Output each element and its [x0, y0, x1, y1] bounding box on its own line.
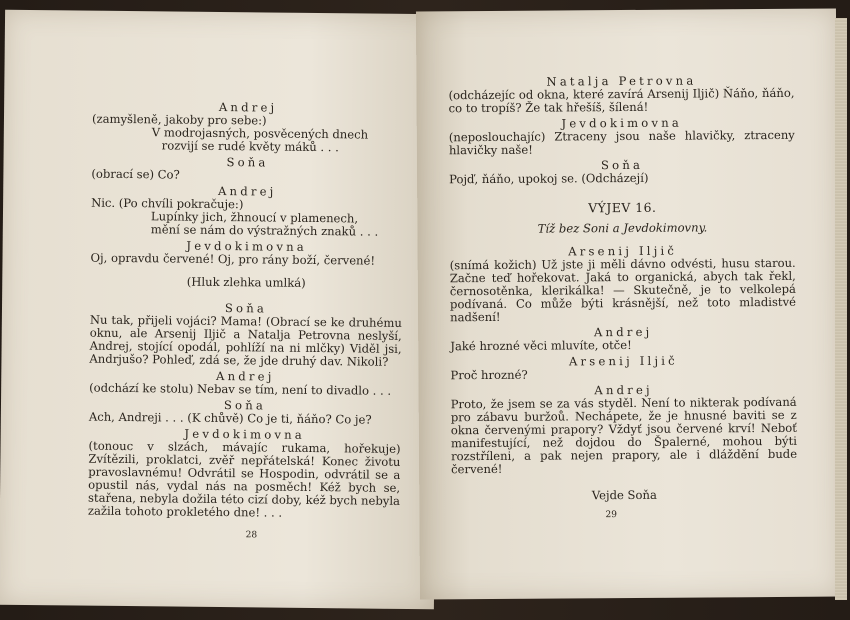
speaker-name: Soňa: [224, 301, 268, 316]
speaker-name: Soňa: [226, 155, 269, 170]
scene-heading: VÝJEV 16.: [588, 199, 657, 216]
dialogue-text: (neposlouchajíc) Ztraceny jsou naše hlavičky, ztraceny hlavičky naše!: [448, 127, 795, 158]
speaker-name: Jevdokimovna: [186, 238, 307, 254]
speaker-name: Andrej: [593, 324, 653, 340]
page-fore-edge: [835, 18, 847, 600]
speaker-name: Andrej: [215, 368, 275, 384]
dialogue-text: Proto, že jsem se za vás styděl. Není to nikterak podívaná pro zábavu buržoů. Nechápete, že je hnusné baviti se z okna červenými prapory? Vždyť jsou červené krví! Neboť manifestující, než dojdou do Špalerné, mohou býti rozstříleni, a pak nejen prapory, ale i dláždění bude červené!: [450, 394, 798, 477]
dialogue-text: (snímá kožich) Už jste ji měli dávno odvésti, husu starou. Začne teď hořekovat. Jaká to organická, abych tak řekl, černosotěnka, klerikálka! — Skutečně, je to velkolepá podívaná. Co může býti krásnější, než toto mladistvé nadšení!: [449, 255, 797, 325]
speaker-name: Arsenij Iljič: [568, 243, 678, 259]
left-page-number: 28: [245, 530, 258, 541]
dialogue-text: Oj, opravdu červené! Oj, pro rány boží, červené!: [90, 250, 376, 268]
left-page: [0, 10, 440, 610]
stage-line: Jaké hrozné věci mluvíte, otče!: [450, 337, 632, 354]
entry-direction: Vejde Soňa: [591, 487, 657, 503]
stage-line: (obrací se) Co?: [91, 166, 180, 182]
right-page-text: [448, 71, 797, 503]
right-page: [416, 9, 840, 600]
left-page-text: [88, 97, 404, 521]
speaker-name: Andrej: [217, 183, 277, 199]
stage-line: (zamyšleně, jakoby pro sebe:): [91, 111, 267, 128]
stage-direction: (Hluk zlehka umlká): [186, 274, 306, 290]
speaker-name: Natalja Petrovna: [546, 73, 697, 89]
speaker-name: Andrej: [218, 99, 278, 115]
speaker-name: Andrej: [594, 382, 653, 398]
verse-line: Lupínky jich, žhnoucí v plamenech,: [150, 209, 359, 226]
stage-line: Nic. (Po chvíli pokračuje:): [91, 195, 244, 212]
stage-line: Ach, Andreji . . . (K chůvě) Co je ti, ňáňo? Co je?: [88, 409, 372, 427]
stage-line: (odchází ke stolu) Nebav se tím, není to divadlo . . .: [89, 380, 392, 398]
dialogue-text: Nu tak, přijeli vojáci? Mama! (Obrací se ke druhému oknu, ale Arsenij Iljič a Natalja Petrovna neslyší, Andrej, stojící opodál, pohlíží na ni mlčky) Viděl jsi, Andrjušo? Pohleď, zdá se, že jde druhý dav. Nikoli?: [89, 312, 402, 369]
spacer: [90, 288, 402, 301]
stage-line: Pojď, ňáňo, upokoj se. (Odcházejí): [449, 170, 649, 187]
cast-line: Tíž bez Soni a Jevdokimovny.: [537, 220, 708, 236]
speaker-name: Jevdokimovna: [184, 426, 306, 442]
right-page-number: 29: [605, 510, 617, 521]
verse-line: rozvijí se rudé květy máků . . .: [161, 138, 339, 155]
speaker-name: Soňa: [223, 398, 267, 413]
speaker-name: Arsenij Iljič: [568, 353, 678, 369]
verse-line: V modrojasných, posvěcených dnech: [151, 125, 369, 142]
stage-line: Proč hrozné?: [450, 367, 528, 383]
dialogue-text: (odcházejíc od okna, které zavírá Arsenij Iljič) Ňáňo, ňáňo, co to tropíš? Že tak hřešíš, šílená!: [448, 85, 795, 116]
dialogue-text: (tonouc v slzách, mávajíc rukama, hořekuje) Zvítězili, proklatci, zvěř nepřátelská! Konec životu pravoslavnému! Odvrátil se Hospodin, odvrátil se a opustil nás, vydal nás na posměch! Kéž bych se, stařena, nebyla dožila této cizí doby, kéž bych nebyla zažila tohoto prokletého dne! . . .: [87, 438, 401, 520]
speaker-name: Jevdokimovna: [561, 115, 683, 131]
speaker-name: Soňa: [600, 157, 644, 173]
verse-line: mění se nám do výstražných znaků . . .: [150, 222, 379, 239]
